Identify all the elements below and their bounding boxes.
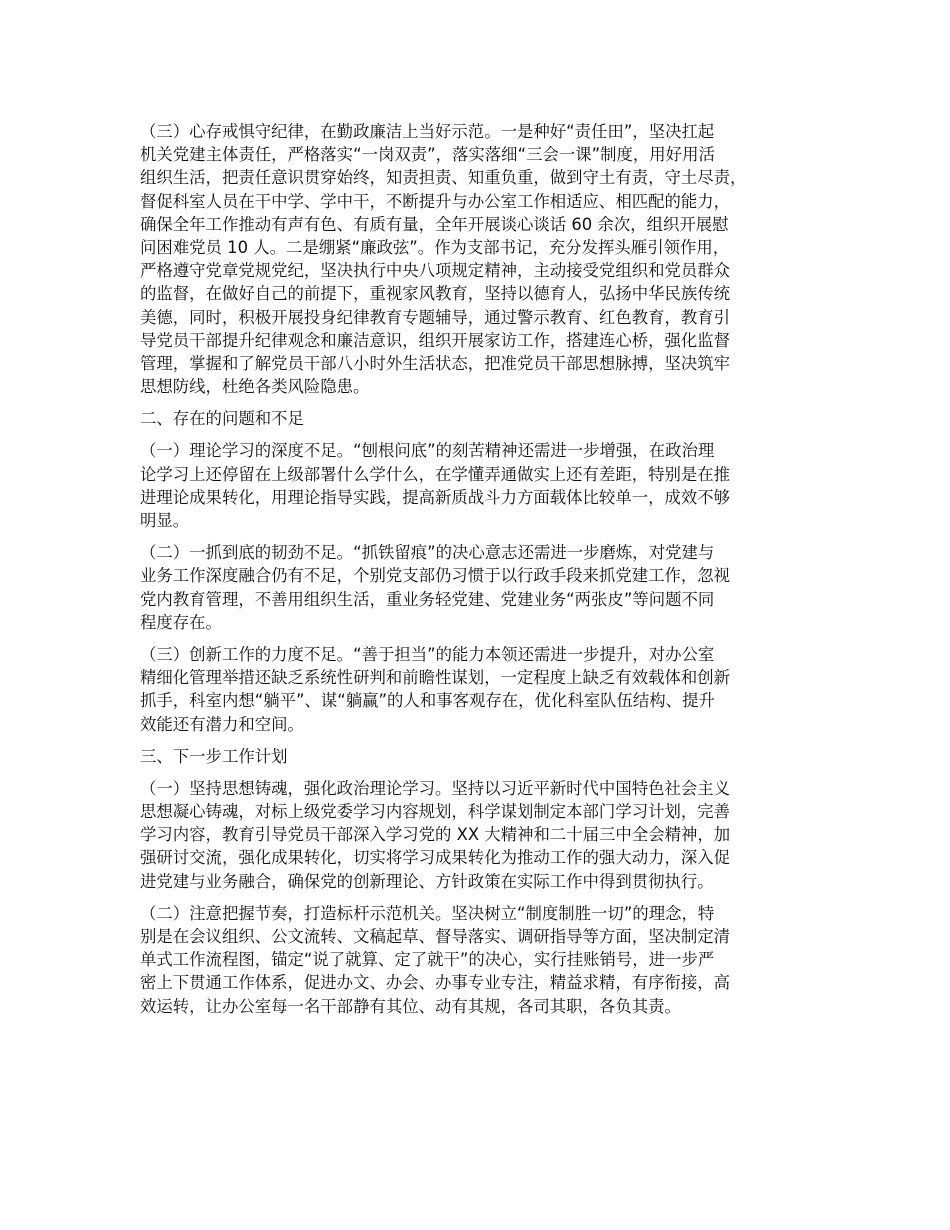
paragraph-line: 思想凝心铸魂，对标上级党委学习内容规划，科学谋划制定本部门学习计划，完善 xyxy=(140,802,731,822)
paragraph-line: 机关党建主体责任，严格落实“一岗双责”，落实落细“三会一课”制度，用好用活 xyxy=(140,145,715,165)
paragraph-line: 确保全年工作推动有声有色、有质有量，全年开展谈心谈话 60 余次，组织开展慰 xyxy=(140,214,729,234)
paragraph-line: 思想防线，杜绝各类风险隐患。 xyxy=(140,377,370,397)
body-paragraph xyxy=(140,777,830,893)
paragraph-line: 业务工作深度融合仍有不足，个别党支部仍习惯于以行政手段来抓党建工作，忽视 xyxy=(140,566,731,586)
body-paragraph xyxy=(140,439,830,532)
paragraph-line: （三）心存戒惧守纪律，在勤政廉洁上当好示范。一是种好“责任田”，坚决扛起 xyxy=(140,122,715,141)
paragraph-line: 导党员干部提升纪律观念和廉洁意识，组织开展家访工作，搭建连心桥，强化监督 xyxy=(140,330,731,350)
section-heading: 二、存在的问题和不足 xyxy=(140,409,304,429)
paragraph-line: （一）坚持思想铸魂，强化政治理论学习。坚持以习近平新时代中国特色社会主义 xyxy=(140,778,731,798)
body-paragraph xyxy=(140,902,830,1018)
body-paragraph xyxy=(140,541,830,634)
paragraph-line: 的监督，在做好自己的前提下，重视家风教育，坚持以德育人，弘扬中华民族传统 xyxy=(140,284,731,304)
paragraph-line: 单式工作流程图，锚定“说了就算、定了就干”的决心，实行挂账销号，进一步严 xyxy=(140,950,715,970)
paragraph-line: 明显。 xyxy=(140,511,190,531)
paragraph-line: 论学习上还停留在上级部署什么学什么，在学懂弄通做实上还有差距，特别是在推 xyxy=(140,464,731,484)
paragraph-line: （三）创新工作的力度不足。“善于担当”的能力本领还需进一步提升，对办公室 xyxy=(140,644,715,664)
body-paragraph xyxy=(140,120,830,398)
paragraph-line: 抓手，科室内想“躺平”、谋“躺赢”的人和事客观存在，优化科室队伍结构、提升 xyxy=(140,691,715,711)
paragraph-line: 效运转，让办公室每一名干部静有其位、动有其规，各司其职，各负其责。 xyxy=(140,996,681,1016)
paragraph-line: （二）一抓到底的韧劲不足。“抓铁留痕”的决心意志还需进一步磨炼，对党建与 xyxy=(140,543,715,563)
paragraph-line: 程度存在。 xyxy=(140,612,222,632)
paragraph-line: 效能还有潜力和空间。 xyxy=(140,714,304,734)
paragraph-line: 密上下贯通工作体系，促进办文、办会、办事专业专注，精益求精，有序衔接，高 xyxy=(140,973,731,993)
paragraph-line: 管理，掌握和了解党员干部八小时外生活状态，把准党员干部思想脉搏，坚决筑牢 xyxy=(140,353,731,373)
paragraph-line: （一）理论学习的深度不足。“刨根问底”的刻苦精神还需进一步增强，在政治理 xyxy=(140,441,715,461)
paragraph-line: 学习内容，教育引导党员干部深入学习党的 XX 大精神和二十届三中全会精神，加 xyxy=(140,825,731,845)
paragraph-line: 严格遵守党章党规党纪，坚决执行中央八项规定精神，主动接受党组织和党员群众 xyxy=(140,261,731,281)
paragraph-line: 党内教育管理，不善用组织生活，重业务轻党建、党建业务“两张皮”等问题不同 xyxy=(140,589,715,609)
section-heading: 三、下一步工作计划 xyxy=(140,746,288,766)
paragraph-line: 强研讨交流，强化成果转化，切实将学习成果转化为推动工作的强大动力，深入促 xyxy=(140,848,731,868)
paragraph-line: 督促科室人员在干中学、学中干，不断提升与办公室工作相适应、相匹配的能力， xyxy=(140,191,731,211)
paragraph-line: 问困难党员 10 人。二是绷紧“廉政弦”。作为支部书记，充分发挥头雁引领作用， xyxy=(140,237,730,257)
paragraph-line: 精细化管理举措还缺乏系统性研判和前瞻性谋划，一定程度上缺乏有效载体和创新 xyxy=(140,668,731,688)
body-paragraph xyxy=(140,643,830,736)
paragraph-line: 进党建与业务融合，确保党的创新理论、方针政策在实际工作中得到贯彻执行。 xyxy=(140,871,714,891)
document-page xyxy=(140,120,830,1027)
paragraph-line: 进理论成果转化，用理论指导实践，提高新质战斗力方面载体比较单一，成效不够 xyxy=(140,487,731,507)
paragraph-line: 美德，同时，积极开展投身纪律教育专题辅导，通过警示教育、红色教育，教育引 xyxy=(140,307,731,327)
paragraph-line: 组织生活，把责任意识贯穿始终，知责担责、知重负重，做到守土有责，守土尽责， xyxy=(140,168,747,188)
paragraph-line: （二）注意把握节奏，打造标杆示范机关。坚决树立“制度制胜一切”的理念，特 xyxy=(140,903,715,923)
paragraph-line: 别是在会议组织、公文流转、文稿起草、督导落实、调研指导等方面，坚决制定清 xyxy=(140,927,731,947)
